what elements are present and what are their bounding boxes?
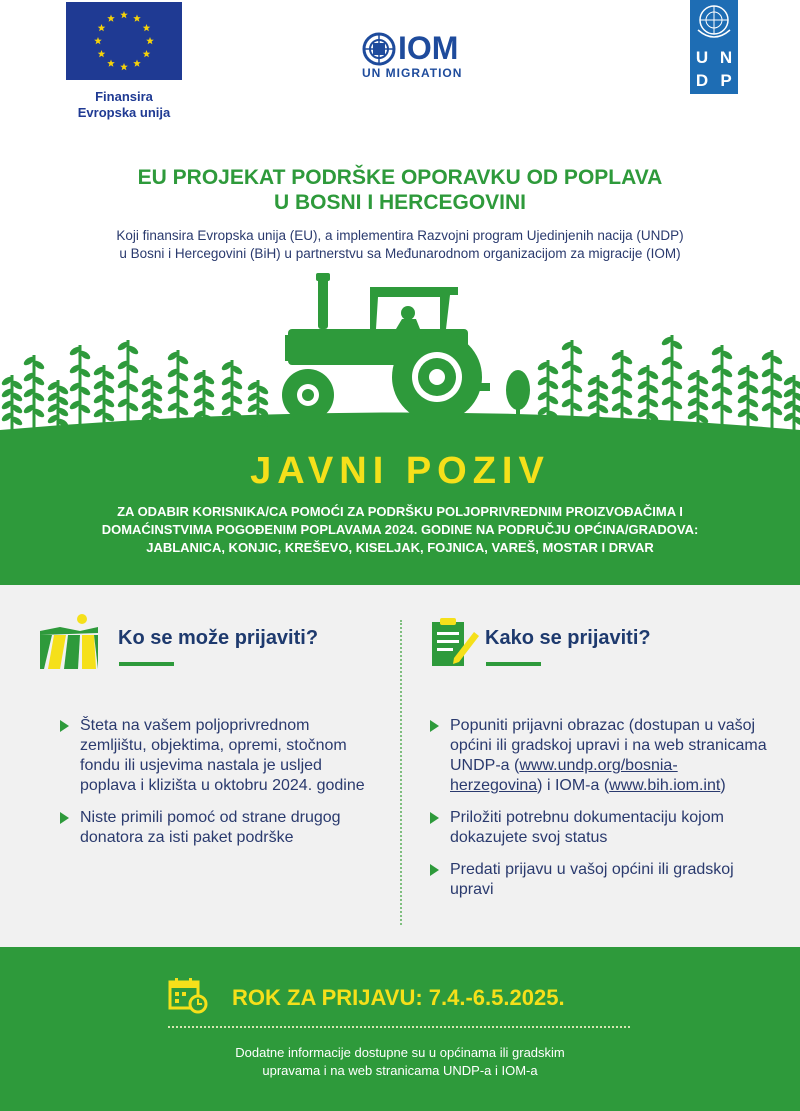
undp-letters [690,46,738,92]
calendar-clock-icon [168,978,208,1014]
undp-letter: U [695,48,709,67]
project-title [0,165,800,215]
list-item: Predati prijavu u vašoj općini ili gradskoj upravi [430,860,770,900]
project-subtitle-line2: u Bosni i Hercegovini (BiH) u partnerstvu sa Međunarodnom organizacijom za migracije (IOM) [119,246,681,261]
application-title: Kako se prijaviti? [485,627,651,649]
application-underline [486,662,541,666]
iom-link[interactable]: www.bih.iom.int [609,777,721,794]
project-title-line1: EU PROJEKAT PODRŠKE OPORAVKU OD POPLAVA [137,166,663,189]
footer-info-line1: Dodatne informacije dostupne su u općinama ili gradskim [235,1045,565,1060]
tractor-field-illustration [0,265,800,455]
eligibility-title: Ko se može prijaviti? [118,627,319,649]
undp-letter: N [719,48,733,67]
form-edit-icon [430,618,480,668]
eu-flag-logo [66,2,182,80]
footer-banner [0,947,800,1111]
call-description [0,503,800,557]
iom-globe-icon [362,32,396,66]
undp-letter: P [720,71,732,90]
eu-star-icon [98,24,106,31]
footer-info-line2: upravama i na web stranicama UNDP-a i IOM-a [262,1063,538,1078]
column-divider [400,620,402,925]
project-title-line2: U BOSNI I HERCEGOVINI [273,191,527,214]
application-list [430,716,770,912]
project-subtitle-line1: Koji finansira Evropska unija (EU), a implementira Razvojni program Ujedinjenih nacija (UNDP) [116,228,684,243]
footer-divider [168,1026,630,1028]
list-item: Niste primili pomoć od strane drugog donatora za isti paket podrške [60,808,380,848]
eu-star-icon [133,60,141,67]
iom-subtitle: UN MIGRATION [362,66,463,80]
eu-star-icon [98,50,106,57]
un-emblem-icon [690,0,738,46]
field-icon [38,613,100,669]
call-line1: ZA ODABIR KORISNIKA/CA POMOĆI ZA PODRŠKU POLJOPRIVREDNIM PROIZVOĐAČIMA I [117,504,683,519]
list-item: Šteta na vašem poljoprivrednom zemljištu, objektima, opremi, stočnom fondu ili usjevima nastala je usljed poplava i klizišta u oktobru 2024. godine [60,716,380,796]
logo-bar [0,0,800,130]
call-heading: JAVNI POZIV [250,450,550,492]
call-line3: JABLANICA, KONJIC, KREŠEVO, KISELJAK, FOJNICA, VAREŠ, MOSTAR I DRVAR [146,540,654,555]
list-item: Popuniti prijavni obrazac (dostupan u vašoj općini ili gradskoj upravi i na web stranicama UNDP-a (www.undp.org/bosnia-herzegovina) i IOM-a (www.bih.iom.int) [430,716,770,796]
eu-star-icon [143,24,151,31]
eu-star-icon [120,11,128,18]
arrow-icon [430,864,439,876]
eligibility-list [60,716,380,860]
eu-caption-line2: Evropska unija [77,105,171,120]
list-item: Priložiti potrebnu dokumentaciju kojom dokazujete svoj status [430,808,770,848]
call-line2: DOMAĆINSTVIMA POGOĐENIM POPLAVAMA 2024. GODINE NA PODRUČJU OPĆINA/GRADOVA: [101,522,699,537]
undp-link[interactable]: www.undp.org/bosnia-herzegovina [450,757,678,794]
arrow-icon [60,812,69,824]
eu-stars-icon [66,2,182,80]
eu-star-icon [94,37,102,44]
arrow-icon [430,720,439,732]
tractor-icon [0,265,800,455]
eu-caption-line1: Finansira [95,89,153,104]
undp-letter: D [695,71,709,90]
arrow-icon [60,720,69,732]
eu-star-icon [107,60,115,67]
undp-logo [690,0,738,94]
eu-star-icon [143,50,151,57]
deadline-text: ROK ZA PRIJAVU: 7.4.-6.5.2025. [232,985,565,1010]
eu-star-icon [146,37,154,44]
eu-caption [58,89,190,121]
eligibility-underline [119,662,174,666]
eu-star-icon [120,63,128,70]
eu-star-icon [133,15,141,22]
iom-logo [360,30,490,80]
iom-wordmark: IOM [398,30,459,66]
eu-star-icon [107,15,115,22]
project-subtitle [0,227,800,263]
arrow-icon [430,812,439,824]
footer-info [0,1044,800,1080]
